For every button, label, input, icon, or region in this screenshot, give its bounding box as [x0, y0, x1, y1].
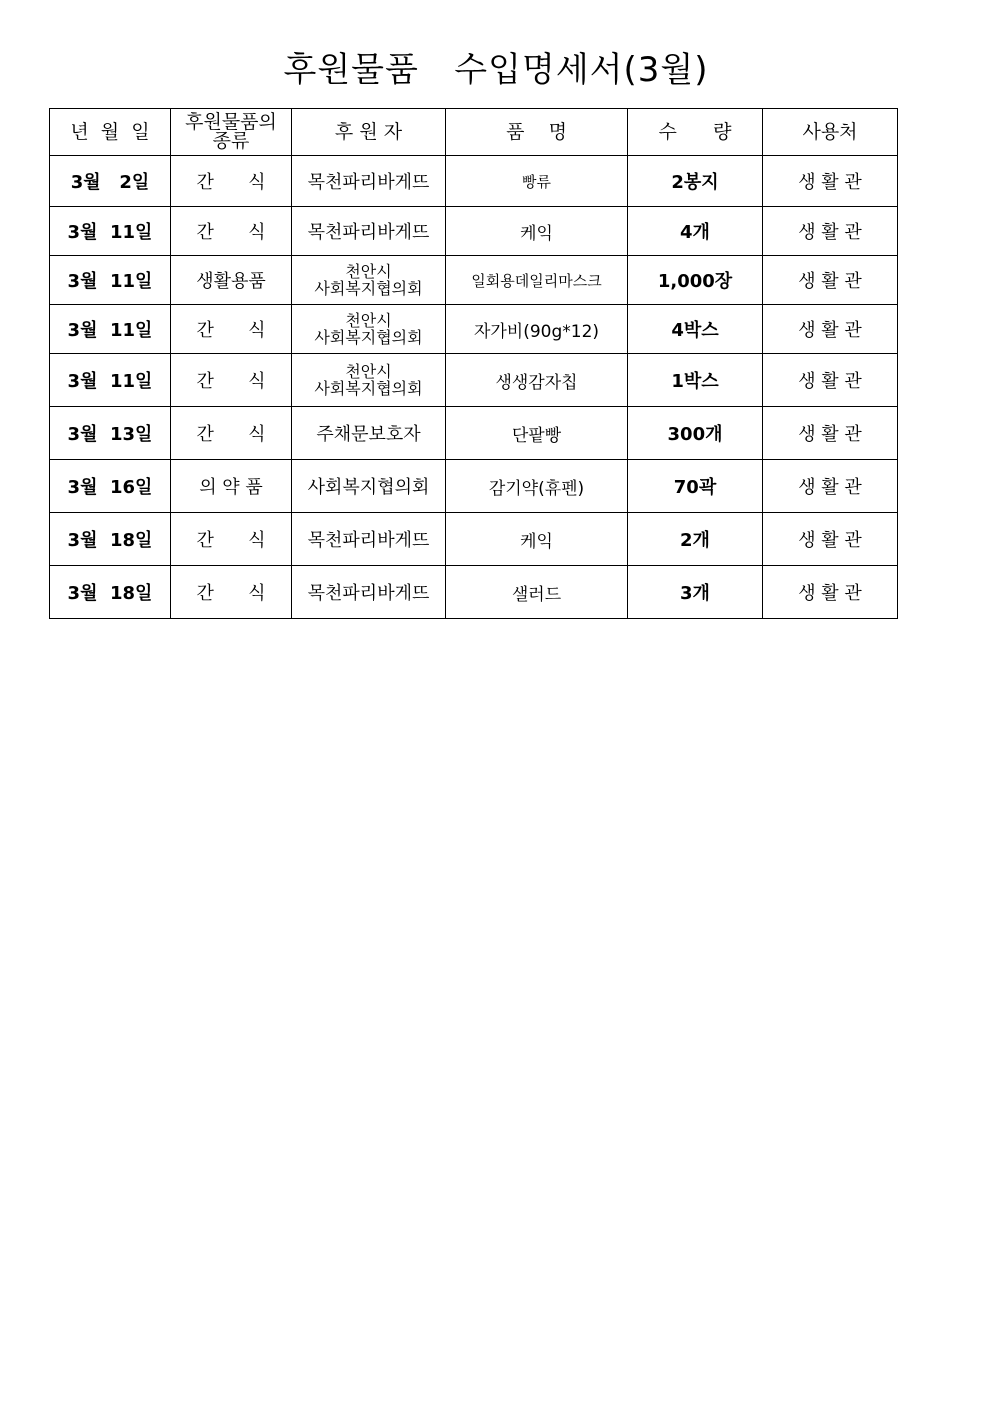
table-row [50, 407, 898, 460]
table-row [50, 207, 898, 256]
cell-date: 3월 2일 [50, 156, 171, 207]
table-row [50, 513, 898, 566]
cell-item: 케익 [446, 513, 628, 566]
cell-quantity: 2봉지 [628, 156, 763, 207]
cell-donor: 천안시 사회복지협의회 [292, 354, 446, 407]
cell-type: 의 약 품 [171, 460, 292, 513]
cell-item: 자가비(90g*12) [446, 305, 628, 354]
cell-quantity: 300개 [628, 407, 763, 460]
cell-date: 3월 11일 [50, 354, 171, 407]
cell-donor: 목천파리바게뜨 [292, 156, 446, 207]
header-date: 년 월 일 [50, 109, 171, 156]
cell-date: 3월 18일 [50, 566, 171, 619]
cell-type: 간 식 [171, 207, 292, 256]
table-row [50, 460, 898, 513]
header-type: 후원물품의 종류 [171, 109, 292, 156]
cell-donor: 목천파리바게뜨 [292, 207, 446, 256]
cell-item: 단팥빵 [446, 407, 628, 460]
cell-type: 간 식 [171, 305, 292, 354]
cell-donor: 목천파리바게뜨 [292, 566, 446, 619]
cell-usage: 생 활 관 [763, 460, 898, 513]
cell-usage: 생 활 관 [763, 156, 898, 207]
cell-item: 일회용데일리마스크 [446, 256, 628, 305]
cell-type: 간 식 [171, 407, 292, 460]
cell-usage: 생 활 관 [763, 407, 898, 460]
cell-donor: 천안시 사회복지협의회 [292, 305, 446, 354]
cell-quantity: 2개 [628, 513, 763, 566]
cell-donor: 천안시 사회복지협의회 [292, 256, 446, 305]
cell-quantity: 70곽 [628, 460, 763, 513]
cell-usage: 생 활 관 [763, 305, 898, 354]
cell-usage: 생 활 관 [763, 513, 898, 566]
cell-usage: 생 활 관 [763, 256, 898, 305]
cell-date: 3월 13일 [50, 407, 171, 460]
cell-date: 3월 11일 [50, 207, 171, 256]
cell-type: 간 식 [171, 566, 292, 619]
cell-type: 간 식 [171, 513, 292, 566]
header-usage: 사용처 [763, 109, 898, 156]
cell-quantity: 4박스 [628, 305, 763, 354]
cell-quantity: 1박스 [628, 354, 763, 407]
cell-item: 감기약(휴펜) [446, 460, 628, 513]
header-donor: 후 원 자 [292, 109, 446, 156]
header-item: 품 명 [446, 109, 628, 156]
cell-item: 케익 [446, 207, 628, 256]
table-header-row [50, 109, 898, 156]
cell-usage: 생 활 관 [763, 566, 898, 619]
cell-donor: 사회복지협의회 [292, 460, 446, 513]
cell-quantity: 3개 [628, 566, 763, 619]
cell-item: 생생감자칩 [446, 354, 628, 407]
cell-quantity: 4개 [628, 207, 763, 256]
table-row [50, 305, 898, 354]
cell-item: 샐러드 [446, 566, 628, 619]
cell-donor: 주채문보호자 [292, 407, 446, 460]
cell-type: 생활용품 [171, 256, 292, 305]
table-row [50, 156, 898, 207]
table-row [50, 256, 898, 305]
cell-date: 3월 18일 [50, 513, 171, 566]
header-quantity: 수 량 [628, 109, 763, 156]
cell-item: 빵류 [446, 156, 628, 207]
table-row [50, 354, 898, 407]
cell-quantity: 1,000장 [628, 256, 763, 305]
cell-type: 간 식 [171, 354, 292, 407]
cell-type: 간 식 [171, 156, 292, 207]
page-title: 후원물품 수입명세서(3월) [283, 50, 709, 90]
cell-date: 3월 11일 [50, 256, 171, 305]
cell-usage: 생 활 관 [763, 354, 898, 407]
cell-date: 3월 11일 [50, 305, 171, 354]
table-row [50, 566, 898, 619]
cell-date: 3월 16일 [50, 460, 171, 513]
donation-receipts-table [49, 108, 898, 619]
cell-usage: 생 활 관 [763, 207, 898, 256]
cell-donor: 목천파리바게뜨 [292, 513, 446, 566]
